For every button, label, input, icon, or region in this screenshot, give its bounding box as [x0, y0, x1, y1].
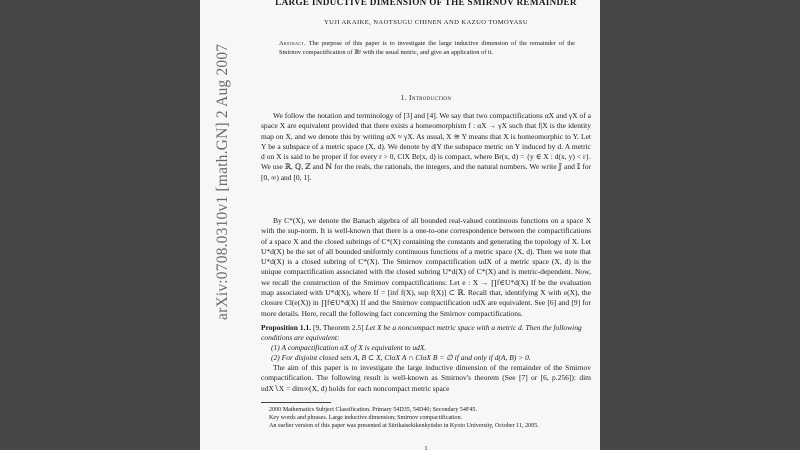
- proposition-reference: [9, Theorem 2.5]: [312, 323, 364, 332]
- proposition-item-1: (1) A compactification αX of X is equivalent to udX.: [271, 343, 427, 352]
- abstract: [279, 40, 575, 57]
- proposition-body: Let X be a noncompact metric space with a metric d. Then the following conditions are equivalent:: [261, 323, 582, 342]
- proposition-item-2: (2) For disjoint closed sets A, B ⊂ X, ClαX A ∩ ClαX B = ∅ if and only if d(A, B) > 0.: [271, 353, 531, 362]
- section-heading-introduction: 1. Introduction: [400, 93, 452, 102]
- paragraph-notation: We follow the notation and terminology of [3] and [4]. We say that two compactifications αX and γX of a space X are equivalent provided that there exists a homeomorphism f : αX → γX such that f|X is the identity map on X, and we denote this by writing αX ≈ γX. As usual, X ≅ Y means that X is homeomorphic to Y. Let Y be a subspace of a metric space (X, d). We denote by d|Y the subspace metric on Y induced by d. A metric d on X is said to be proper if for every r > 0, ClX Br(x, d) is compact, where Br(x, d) = {y ∈ X : d(x, y) < r}. We use ℝ, ℚ, ℤ and ℕ for the reals, the rationals, the integers, and the natural numbers. We write 𝕁 and 𝕀 for [0, ∞) and [0, 1].: [261, 111, 591, 182]
- paragraph-banach-algebra: By C*(X), we denote the Banach algebra of all bounded real-valued continuous functions on a space X with the sup-norm. It is well-known that there is a one-to-one correspondence between the compactifications of a space X and the closed subrings of C*(X) containing the constants and generating the topology of X. Let U*d(X) be the set of all bounded uniformly continuous functions of a metric space (X, d). Then we note that U*d(X) is a closed subring of C*(X). The Smirnov compactification udX of a metric space (X, d) is the unique compactification associated with the closed subring U*d(X) of C*(X) and is metric-dependent. Now, we recall the construction of the Smirnov compactifications: Let e : X → ∏f∈U*d(X) If be the evaluation map associated with U*d(X), where If = [inf f(X), sup f(X)] ⊂ ℝ. Recall that, identifying X with e(X), the closure Cl(e(X)) in ∏f∈U*d(X) If and the Smirnov compactification udX are equivalent. See [6] and [9] for more details. Here, recall the following fact concerning the Smirnov compactifications.: [261, 216, 591, 318]
- proposition-head: Proposition 1.1.: [261, 323, 312, 332]
- paper-authors: YUJI AKAIKE, NAOTSUGU CHINEN AND KAZUO TOMOYASU: [323, 19, 529, 26]
- footnote-earlier-version: An earlier version of this paper was presented at Sūrikaisekikenkyūsho in Kyoto University, October 11, 2005.: [269, 423, 539, 429]
- proposition-1-1: [261, 323, 591, 363]
- paper-title: LARGE INDUCTIVE DIMENSION OF THE SMIRNOV REMAINDER: [275, 0, 577, 7]
- abstract-text: The purpose of this paper is to investigate the large inductive dimension of the remainder of the Smirnov compactification of ℝⁿ with the usual metric, and give an application of it.: [279, 40, 576, 56]
- footnote-rule: [261, 402, 331, 403]
- abstract-label: Abstract.: [279, 40, 306, 47]
- footnote-msc: 2000 Mathematics Subject Classification. Primary 54D35, 54D40; Secondary 54F45.: [269, 407, 478, 413]
- paper-page: [200, 0, 600, 450]
- page-number: 1: [424, 445, 428, 450]
- paragraph-aim: The aim of this paper is to investigate the large inductive dimension of the remainder of the Smirnov compactification. The following result is well-known as Smirnov's theorem (See [7] or [6, p.256]): dim udX∖X = dim∞(X, d) holds for each noncompact metric space: [261, 363, 591, 393]
- arxiv-identifier-stamp: arXiv:0708.0310v1 [math.GN] 2 Aug 2007: [214, 43, 231, 320]
- footnote-keywords: Key words and phrases. Large inductive dimension; Smirnov compactification.: [269, 415, 463, 421]
